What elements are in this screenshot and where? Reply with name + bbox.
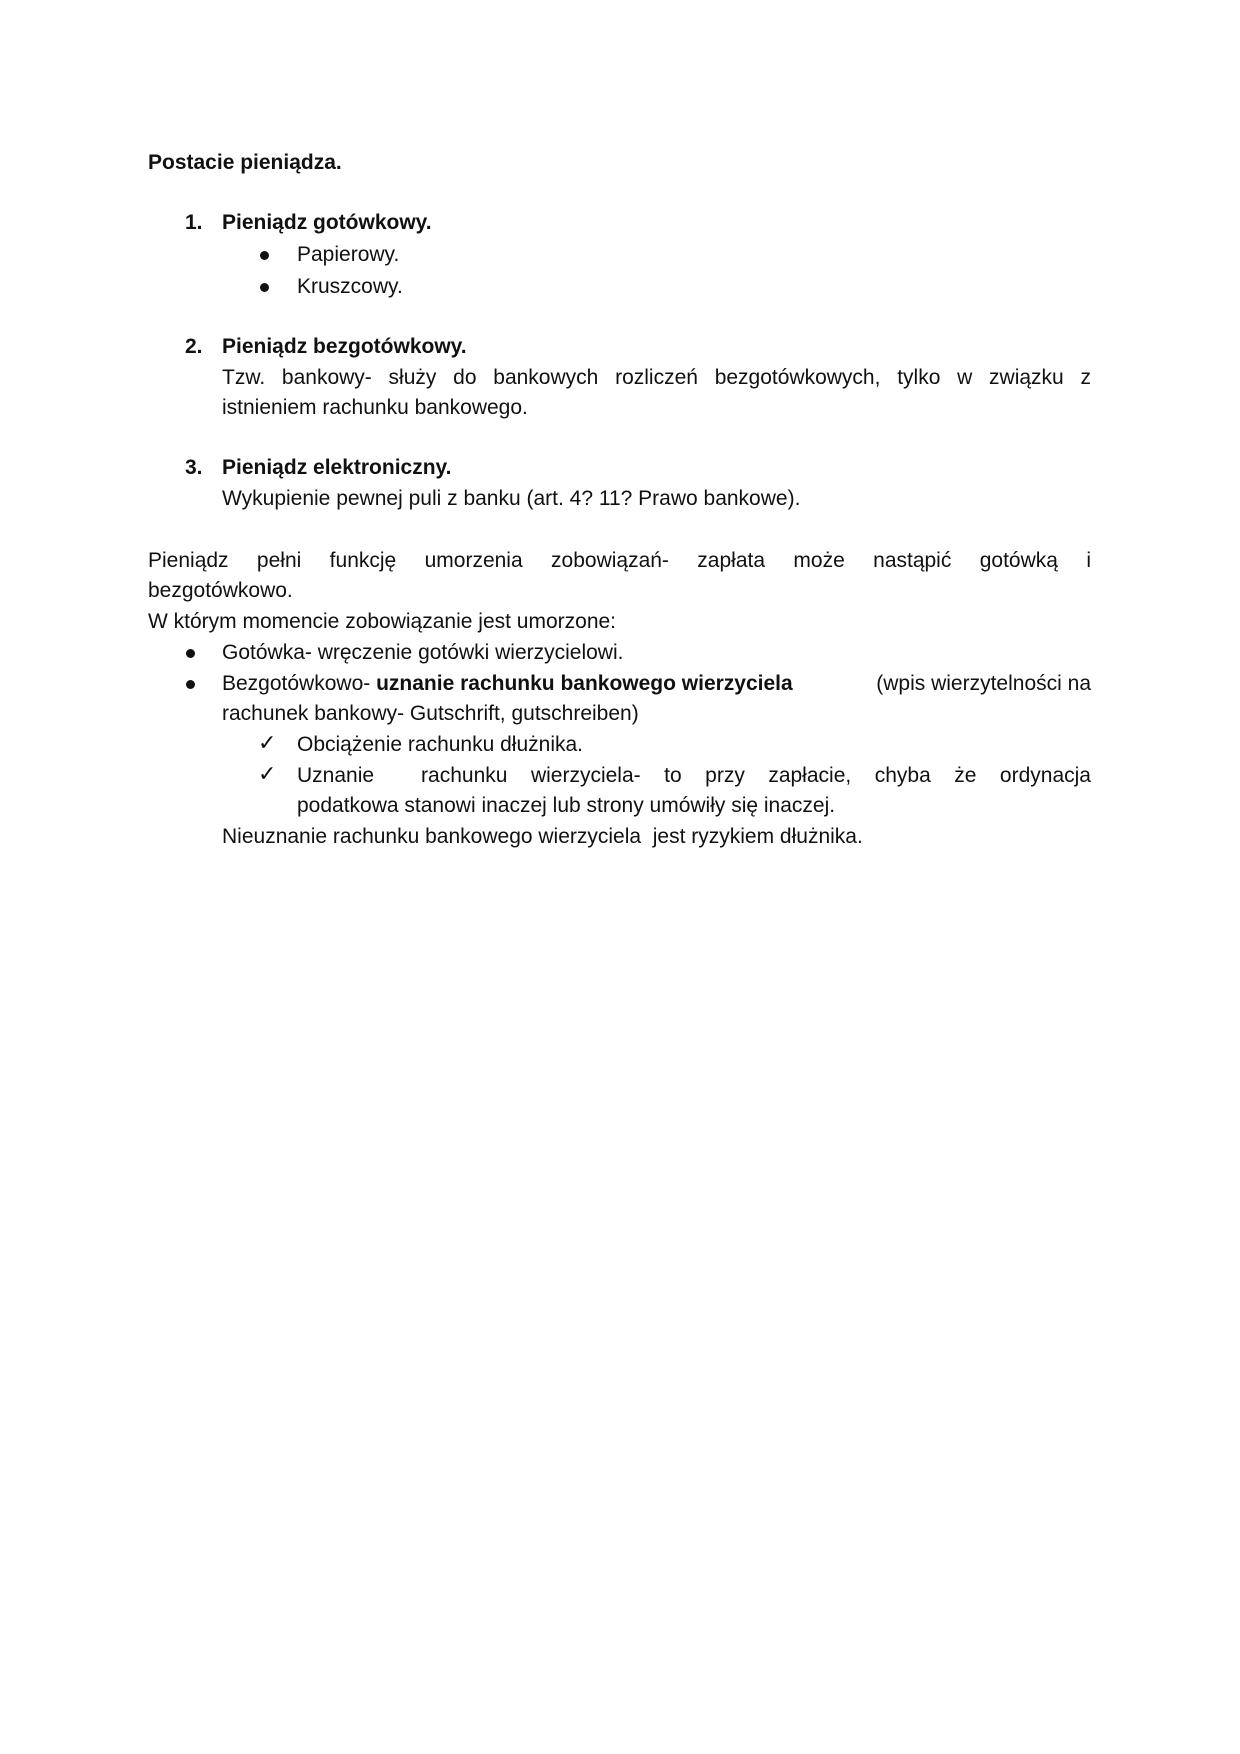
- bullet-noncash-prefix: Bezgotówkowo-: [222, 672, 377, 695]
- check-item-2-line1: Uznanie rachunku wierzyciela- to przy zapłacie, chyba że ordynacja: [297, 764, 1091, 787]
- bullet-icon: [186, 649, 195, 658]
- section-3-number: 3.: [185, 456, 203, 479]
- section-3-text: Wykupienie pewnej puli z banku (art. 4? 11? Prawo bankowe).: [222, 487, 801, 510]
- bullet-noncash-line1: [222, 669, 1091, 699]
- check-item-2-line2: podatkowa stanowi inaczej lub strony umówiły się inaczej.: [297, 794, 836, 817]
- document-title: Postacie pieniądza.: [148, 151, 342, 174]
- section-1-item-papierowy: Papierowy.: [297, 243, 400, 266]
- check-item-1: Obciążenie rachunku dłużnika.: [297, 733, 584, 756]
- section-2-text-line1: Tzw. bankowy- służy do bankowych rozliczeń bezgotówkowych, tylko w związku z: [222, 366, 1091, 389]
- checkmark-icon: ✓: [258, 762, 277, 787]
- bullet-cash: Gotówka- wręczenie gotówki wierzycielowi.: [222, 641, 624, 664]
- bullet-icon: [260, 251, 269, 260]
- paragraph-1-line1: Pieniądz pełni funkcję umorzenia zobowiązań- zapłata może nastąpić gotówką i: [148, 549, 1091, 572]
- section-1-number: 1.: [185, 211, 203, 234]
- section-1-heading: Pieniądz gotówkowy.: [222, 211, 432, 234]
- bullet-noncash-line2: rachunek bankowy- Gutschrift, gutschreiben): [222, 702, 639, 725]
- bullet-noncash-suffix: (wpis wierzytelności na: [870, 672, 1091, 695]
- section-2-heading: Pieniądz bezgotówkowy.: [222, 335, 467, 358]
- section-2-text-line2: istnieniem rachunku bankowego.: [222, 396, 528, 419]
- section-1-item-kruszcowy: Kruszcowy.: [297, 275, 403, 298]
- bullet-icon: [260, 283, 269, 292]
- question-line: W którym momencie zobowiązanie jest umorzone:: [148, 610, 617, 633]
- section-2-number: 2.: [185, 335, 203, 358]
- bullet-noncash-bold: uznanie rachunku bankowego wierzyciela: [376, 672, 793, 695]
- paragraph-1-line2: bezgotówkowo.: [148, 579, 293, 602]
- bullet-icon: [186, 680, 195, 689]
- checkmark-icon: ✓: [258, 731, 277, 756]
- section-3-heading: Pieniądz elektroniczny.: [222, 456, 452, 479]
- closing-line: Nieuznanie rachunku bankowego wierzyciela jest ryzykiem dłużnika.: [222, 825, 863, 848]
